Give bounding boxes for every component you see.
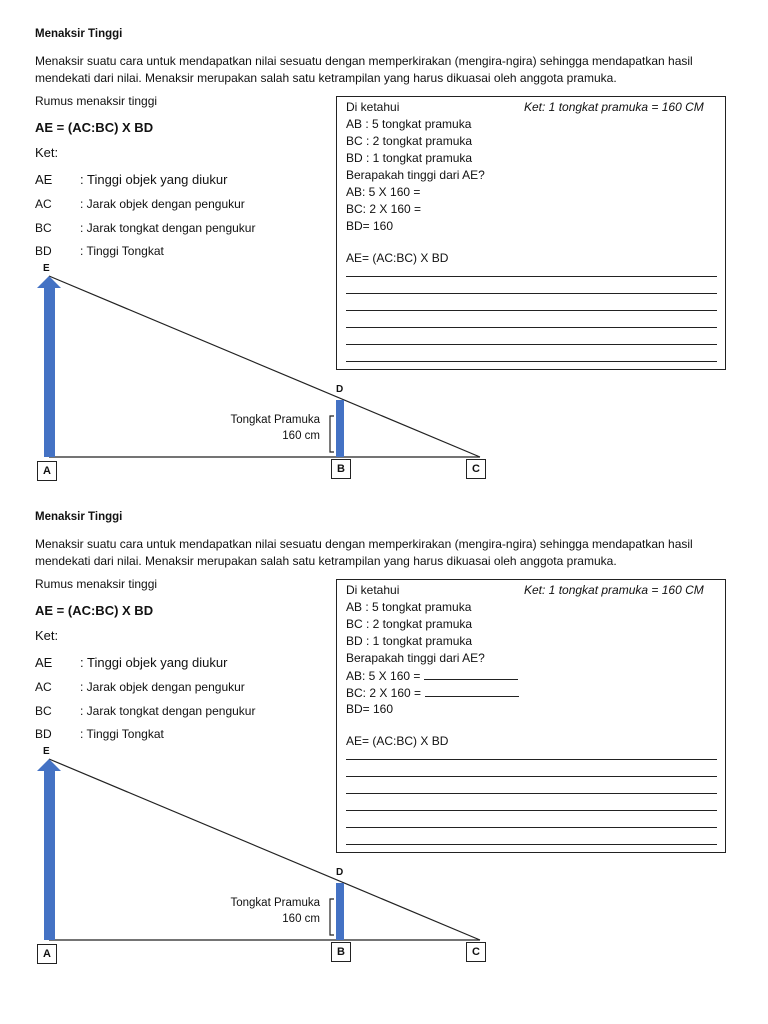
point-label-c: C	[466, 942, 486, 962]
point-label-e: E	[43, 746, 50, 757]
box-question: Berapakah tinggi dari AE?	[346, 168, 485, 182]
fact-bc: BC : 2 tongkat pramuka	[346, 134, 473, 148]
intro-paragraph: Menaksir suatu cara untuk mendapatkan nilai sesuatu dengan memperkirakan (mengira-ngira) sehingga mendapatkan hasil mendekati dari nilai. Menaksir merupakan salah satu ketrampilan yang harus dikuasai oleh anggota pramuka.	[35, 537, 693, 568]
point-label-a: A	[37, 461, 57, 481]
bd-value: BD= 160	[346, 219, 394, 233]
box-formula: AE= (AC:BC) X BD	[346, 734, 449, 748]
legend-label: Ket:	[35, 145, 59, 160]
worksheet-section-2	[0, 511, 768, 1001]
stick-label	[210, 412, 320, 444]
box-note: Ket: 1 tongkat pramuka = 160 CM	[524, 583, 704, 597]
triangle-diagram	[0, 511, 768, 1001]
legend-key-bc: BC	[35, 221, 52, 235]
legend-desc-ac: : Jarak objek dengan pengukur	[80, 680, 245, 694]
stick-bracket	[330, 416, 334, 452]
stick-bracket	[330, 899, 334, 935]
object-bar	[44, 288, 55, 457]
calc-ab: AB: 5 X 160 =	[346, 669, 421, 683]
stick-label-height: 160 cm	[282, 430, 320, 442]
point-label-d: D	[336, 867, 344, 878]
formula: AE = (AC:BC) X BD	[35, 120, 154, 135]
worksheet-section-1	[0, 28, 768, 518]
legend-key-ae: AE	[35, 172, 53, 187]
intro-paragraph: Menaksir suatu cara untuk mendapatkan nilai sesuatu dengan memperkirakan (mengira-ngira) sehingga mendapatkan hasil mendekati dari nilai. Menaksir merupakan salah satu ketrampilan yang harus dikuasai oleh anggota pramuka.	[35, 54, 693, 85]
bd-value: BD= 160	[346, 702, 394, 716]
point-label-e: E	[43, 263, 50, 274]
legend-key-ac: AC	[35, 197, 52, 211]
triangle-diagram	[0, 28, 768, 518]
object-arrow-head	[37, 759, 61, 771]
stick-label-height: 160 cm	[282, 913, 320, 925]
fact-bd: BD : 1 tongkat pramuka	[346, 634, 473, 648]
section-title: Menaksir Tinggi	[35, 28, 123, 40]
stick-bar	[336, 400, 344, 457]
object-arrow-head	[37, 276, 61, 288]
legend-desc-bd: : Tinggi Tongkat	[80, 244, 164, 258]
box-note: Ket: 1 tongkat pramuka = 160 CM	[524, 100, 704, 114]
legend-desc-ae: : Tinggi objek yang diukur	[80, 655, 228, 670]
point-label-b: B	[331, 459, 351, 479]
legend-desc-bd: : Tinggi Tongkat	[80, 727, 164, 741]
stick-label-name: Tongkat Pramuka	[230, 414, 320, 426]
fact-ab: AB : 5 tongkat pramuka	[346, 600, 472, 614]
calc-bc: BC: 2 X 160 =	[346, 686, 422, 700]
legend-key-bd: BD	[35, 244, 52, 258]
formula-label: Rumus menaksir tinggi	[35, 577, 158, 591]
point-label-b: B	[331, 942, 351, 962]
fact-ab: AB : 5 tongkat pramuka	[346, 117, 472, 131]
calc-ab: AB: 5 X 160 =	[346, 185, 421, 199]
box-heading: Di ketahui	[346, 100, 400, 114]
legend-desc-bc: : Jarak tongkat dengan pengukur	[80, 704, 256, 718]
point-label-c: C	[466, 459, 486, 479]
fact-bc: BC : 2 tongkat pramuka	[346, 617, 473, 631]
box-question: Berapakah tinggi dari AE?	[346, 651, 485, 665]
fact-bd: BD : 1 tongkat pramuka	[346, 151, 473, 165]
legend-key-ae: AE	[35, 655, 53, 670]
box-formula: AE= (AC:BC) X BD	[346, 251, 449, 265]
section-title: Menaksir Tinggi	[35, 511, 123, 523]
legend-desc-bc: : Jarak tongkat dengan pengukur	[80, 221, 256, 235]
stick-label	[210, 895, 320, 927]
point-label-d: D	[336, 384, 344, 395]
calc-bc: BC: 2 X 160 =	[346, 202, 422, 216]
stick-bar	[336, 883, 344, 940]
legend-label: Ket:	[35, 628, 59, 643]
legend-desc-ac: : Jarak objek dengan pengukur	[80, 197, 245, 211]
box-heading: Di ketahui	[346, 583, 400, 597]
formula: AE = (AC:BC) X BD	[35, 603, 154, 618]
legend-desc-ae: : Tinggi objek yang diukur	[80, 172, 228, 187]
point-label-a: A	[37, 944, 57, 964]
legend-key-bc: BC	[35, 704, 52, 718]
legend-key-ac: AC	[35, 680, 52, 694]
object-bar	[44, 771, 55, 940]
legend-key-bd: BD	[35, 727, 52, 741]
formula-label: Rumus menaksir tinggi	[35, 94, 158, 108]
stick-label-name: Tongkat Pramuka	[230, 897, 320, 909]
